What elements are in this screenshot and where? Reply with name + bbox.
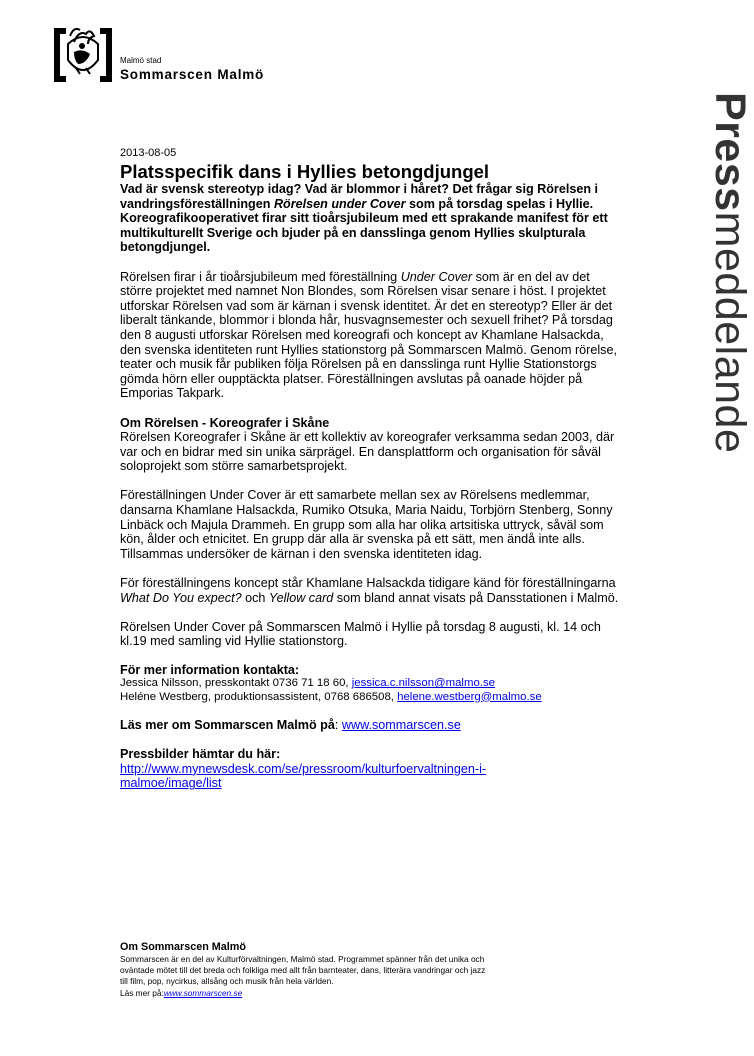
org-department: Malmö stad — [120, 56, 162, 65]
footer-read-more — [120, 988, 590, 999]
contact-2-text: Heléne Westberg, produktionsassistent, 0768 686508, — [120, 690, 398, 703]
footer-line-1: Sommarscen är en del av Kulturförvaltningen, Malmö stad. Programmet spänner från det unika och — [120, 954, 485, 964]
para4-show-title-2: Yellow card — [268, 590, 334, 605]
footer-website-link[interactable]: www.sommarscen.se — [163, 987, 243, 998]
read-more-colon: : — [334, 718, 342, 733]
press-label-rest: meddelande — [706, 211, 754, 454]
contact-block — [120, 664, 620, 705]
article — [120, 147, 620, 791]
paragraph-1 — [120, 270, 620, 401]
footer-line-3: till film, pop, nycirkus, allsång och musik från hela världen. — [120, 976, 334, 987]
paragraph-2: Rörelsen Koreografer i Skåne är ett kollektiv av koreografer verksamma sedan 2003, där var och en bidrar med sin unika särprägel. En dansplattform och organisation för såväl soloprojekt som större samarbetsprojekt. — [120, 430, 615, 474]
press-release-vertical-label — [706, 92, 754, 454]
footer-read-more-label: Läs mer på: — [120, 987, 164, 998]
malmo-griffin-crest-icon — [52, 24, 114, 86]
sommarscen-website-link[interactable]: www.sommarscen.se — [341, 718, 461, 733]
para4-text-1: För föreställningens koncept står Khamlane Halsackda tidigare känd för föreställningarna — [120, 576, 616, 591]
article-lead — [120, 182, 620, 255]
press-label-bold: Press — [706, 92, 754, 212]
article-title: Platsspecifik dans i Hyllies betongdjungel — [120, 161, 490, 182]
org-name: Sommarscen Malmö — [120, 67, 265, 82]
para4-text-2: och — [241, 590, 269, 605]
article-date: 2013-08-05 — [120, 147, 177, 159]
lead-text-1: Vad är svensk stereotyp idag? Vad är blommor i håret? Det frågar sig Rörelsen i vandringsföreställningen — [120, 182, 599, 211]
read-more-label: Läs mer om Sommarscen Malmö på — [120, 718, 335, 733]
para4-text-3: som bland annat visats på Dansstationen i Malmö. — [333, 590, 619, 605]
contacts-title: För mer information kontakta: — [120, 662, 300, 677]
para4-show-title-1: What Do You expect? — [120, 590, 242, 605]
contact-1-text: Jessica Nilsson, presskontakt 0736 71 18 60, — [120, 677, 352, 690]
paragraph-4 — [120, 576, 620, 605]
contact-2 — [120, 691, 620, 705]
footer-line-2: oväntade mötet till det breda och folkliga med allt från barnteater, dans, litterära vandringar och jazz — [120, 965, 486, 976]
contact-2-email-link[interactable]: helene.westberg@malmo.se — [397, 690, 542, 703]
press-images-link-line-2[interactable]: malmoe/image/list — [120, 776, 222, 791]
section-title: Om Rörelsen - Koreografer i Skåne — [120, 415, 330, 430]
lead-text-2: som på torsdag spelas i Hyllie. Koreografikooperativet firar sitt tioårsjubileum med ett sprakande manifest för ett multikulturellt Sverige och bjuder på en dansslinga genom Hyllies skulpturala betongdjungel. — [120, 196, 608, 255]
contact-1 — [120, 677, 620, 691]
paragraph-5: Rörelsen Under Cover på Sommarscen Malmö i Hyllie på torsdag 8 augusti, kl. 14 och kl.19 med samling vid Hyllie stationstorg. — [120, 619, 601, 649]
para1-show-title: Under Cover — [400, 269, 473, 284]
press-images-title: Pressbilder hämtar du här: — [120, 747, 281, 762]
read-more-line — [120, 718, 620, 733]
lead-show-title: Rörelsen under Cover — [273, 196, 406, 211]
contact-1-email-link[interactable]: jessica.c.nilsson@malmo.se — [351, 677, 495, 690]
footer — [120, 941, 590, 999]
para1-text-1: Rörelsen firar i år tioårsjubileum med föreställning — [120, 269, 401, 284]
footer-title: Om Sommarscen Malmö — [120, 941, 247, 953]
paragraph-3: Föreställningen Under Cover är ett samarbete mellan sex av Rörelsens medlemmar, dansarna Khamlane Halsackda, Rumiko Otsuka, Maria Naidu, Torbjörn Stenberg, Sonny Linbäck och Majula Drammeh. En grupp som alla har olika artsitiska uttryck, såväl som kön, ålder och etnicitet. En grupp där alla är svenska på ett sätt, men ändå inte alls. Tillsammas undersöker de kärnan i den svenska identiteten idag. — [120, 488, 613, 561]
para1-text-2: som är en del av det större projektet med namnet Non Blondes, som Rörelsen visar senare i höst. I projektet utforskar Rörelsen vad som är kärnan i svensk identitet. Är det en stereotyp? Eller är det liberalt tänkande, blommor i blonda hår, husvagnsemester och sexuell frihet? På torsdag den 8 augusti utforskar Rörelsen med koreografi och koncept av Khamlane Halsackda, den svenska identiteten runt Hyllies stationstorg på Sommarscen Malmö. Genom rörelse, teater och musik får publiken följa Rörelsen på en dansslinga runt Hyllie Stationstorgs gömda hörn eller oupptäckta platser. Föreställningen avslutas på oanade höjder på Emporias Takpark. — [120, 269, 617, 401]
press-images-block — [120, 747, 620, 791]
press-images-link-line-1[interactable]: http://www.mynewsdesk.com/se/pressroom/kulturfoervaltningen-i- — [120, 761, 487, 776]
